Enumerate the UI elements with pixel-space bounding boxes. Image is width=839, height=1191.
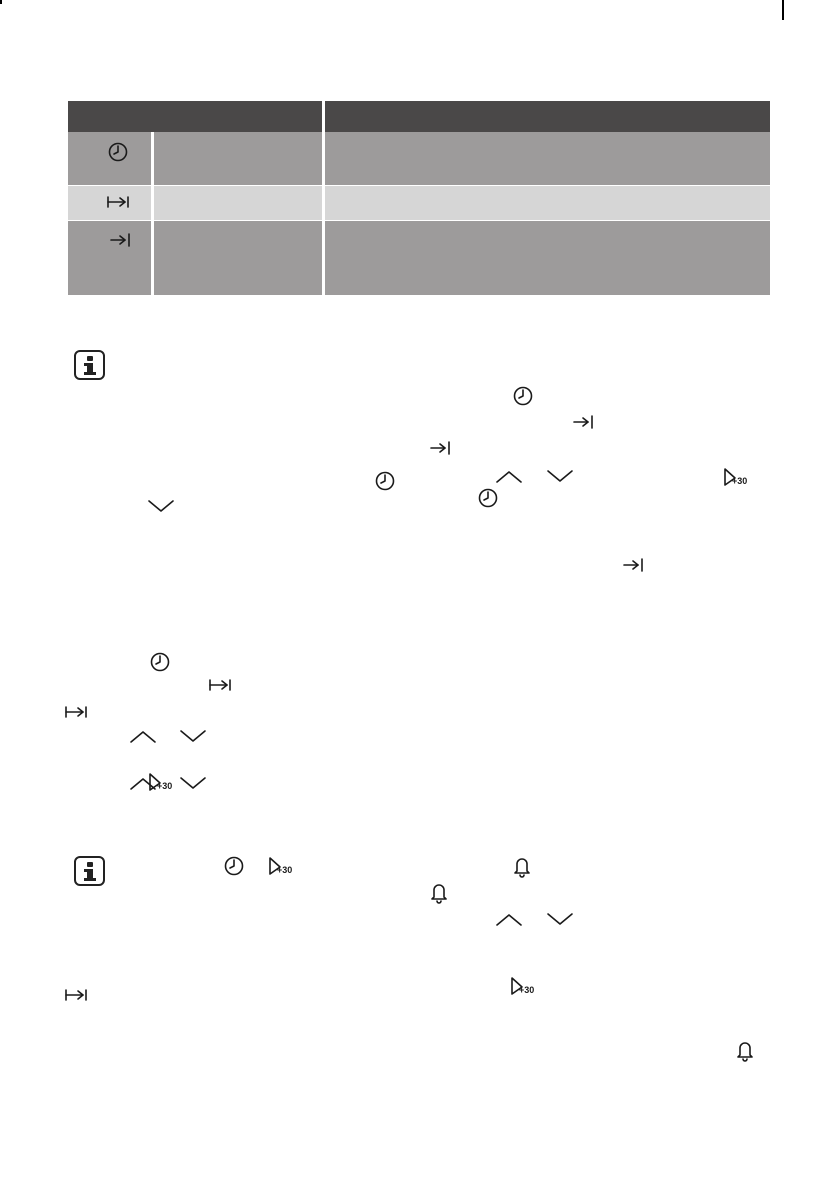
bell-icon [736, 1040, 754, 1062]
time-extension-icon: +30 [510, 976, 544, 998]
chevron-down-icon [547, 470, 573, 483]
time-extension-icon: +30 [723, 467, 757, 489]
crop-mark-top-right [782, 0, 784, 20]
chevron-down-icon [547, 913, 573, 926]
info-icon [74, 856, 105, 886]
duration-icon [65, 705, 87, 719]
table-row-1 [68, 132, 770, 185]
chevron-down-icon [180, 730, 206, 743]
chevron-up-icon [130, 730, 156, 743]
clock-icon [513, 386, 533, 406]
table-divider-1 [151, 132, 154, 295]
table-row-2 [68, 185, 770, 221]
duration-icon [107, 195, 129, 209]
end-icon [573, 415, 593, 429]
chevron-up-icon [496, 913, 522, 926]
chevron-down-icon [148, 500, 174, 513]
table-header-col2 [325, 101, 770, 132]
clock-icon [478, 488, 498, 508]
clock-icon [108, 142, 128, 162]
info-icon [74, 350, 105, 380]
end-icon [110, 233, 130, 247]
chevron-up-icon [130, 777, 156, 790]
clock-icon [150, 652, 170, 672]
time-extension-icon: +30 [148, 772, 182, 794]
table-divider-2 [322, 101, 325, 295]
bell-icon [430, 882, 448, 904]
crop-mark-top-left [0, 0, 2, 4]
chevron-up-icon [496, 470, 522, 483]
bell-icon [513, 856, 531, 878]
clock-icon [375, 471, 395, 491]
table-header-col1 [68, 101, 322, 132]
clock-icon [224, 856, 244, 876]
end-icon [623, 558, 643, 572]
duration-icon [65, 988, 87, 1002]
chevron-down-icon [180, 777, 206, 790]
timer-functions-table [68, 101, 770, 295]
table-row-3 [68, 221, 770, 295]
duration-icon [209, 678, 231, 692]
end-icon [430, 441, 450, 455]
time-extension-icon: +30 [268, 856, 302, 878]
